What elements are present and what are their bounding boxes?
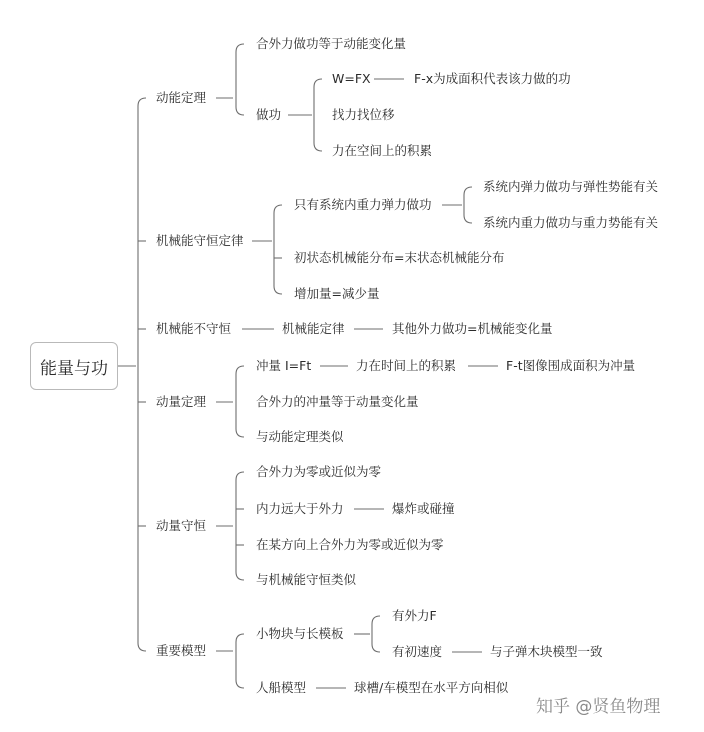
- node-chongliang[interactable]: 冲量 I=Ft: [256, 358, 312, 373]
- node-similar-dongneng[interactable]: 与动能定理类似: [256, 429, 344, 444]
- node-only-gravity-elastic[interactable]: 只有系统内重力弹力做功: [294, 197, 432, 212]
- root-node[interactable]: 能量与功: [30, 342, 118, 390]
- node-jixieneng-dinglv[interactable]: 机械能定律: [282, 321, 345, 336]
- node-internal-force[interactable]: 内力远大于外力: [256, 501, 344, 516]
- node-similar-jixie[interactable]: 与机械能守恒类似: [256, 572, 357, 587]
- node-block-board[interactable]: 小物块与长模板: [256, 626, 344, 641]
- node-dongneng-dingli[interactable]: 动能定理: [156, 90, 207, 105]
- node-zhongyao-moxing[interactable]: 重要模型: [156, 643, 207, 658]
- node-increase-decrease[interactable]: 增加量=减少量: [294, 286, 380, 301]
- node-initial-velocity[interactable]: 有初速度: [392, 644, 443, 659]
- node-space-accum[interactable]: 力在空间上的积累: [332, 143, 433, 158]
- node-external-force[interactable]: 有外力F: [392, 608, 437, 623]
- node-ft-area[interactable]: F-t图像围成面积为冲量: [506, 358, 636, 373]
- node-elastic-potential[interactable]: 系统内弹力做功与弹性势能有关: [483, 179, 659, 194]
- node-gravity-potential[interactable]: 系统内重力做功与重力势能有关: [483, 215, 659, 230]
- node-ball-slot[interactable]: 球槽/车模型在水平方向相似: [354, 680, 509, 695]
- node-init-final[interactable]: 初状态机械能分布=末状态机械能分布: [294, 250, 505, 265]
- node-dongliang-shouheng[interactable]: 动量守恒: [156, 518, 207, 533]
- node-fx-area[interactable]: F-x为成面积代表该力做的功: [414, 71, 571, 86]
- node-boat-model[interactable]: 人船模型: [256, 680, 307, 695]
- node-find-force[interactable]: 找力找位移: [332, 107, 395, 122]
- watermark: 知乎 @贤鱼物理: [536, 697, 661, 717]
- node-net-force-zero[interactable]: 合外力为零或近似为零: [256, 464, 382, 479]
- node-zuogong[interactable]: 做功: [256, 107, 282, 122]
- node-bullet-block[interactable]: 与子弹木块模型一致: [490, 644, 603, 659]
- node-explosion-collision[interactable]: 爆炸或碰撞: [392, 501, 455, 516]
- node-hewaili-zuogong[interactable]: 合外力做功等于动能变化量: [256, 36, 407, 51]
- node-dongliang-dingli[interactable]: 动量定理: [156, 394, 207, 409]
- node-direction-zero[interactable]: 在某方向上合外力为零或近似为零: [256, 537, 444, 552]
- node-other-force-work[interactable]: 其他外力做功=机械能变化量: [392, 321, 553, 336]
- node-impulse-momentum[interactable]: 合外力的冲量等于动量变化量: [256, 394, 419, 409]
- node-jixieneng-bushouheng[interactable]: 机械能不守恒: [156, 321, 232, 336]
- node-w-fx[interactable]: W=FX: [332, 71, 371, 86]
- node-jixieneng-shouheng[interactable]: 机械能守恒定律: [156, 233, 244, 248]
- node-time-accum[interactable]: 力在时间上的积累: [356, 358, 457, 373]
